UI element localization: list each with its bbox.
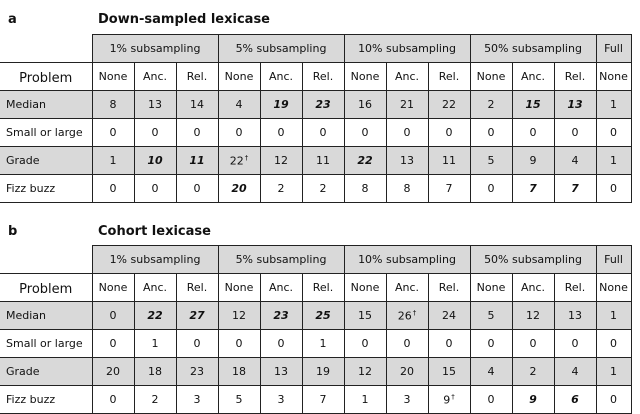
result-cell (92, 175, 134, 203)
result-cell (134, 91, 176, 119)
result-cell (512, 91, 554, 119)
result-cell (302, 91, 344, 119)
cell-value: 7 (529, 182, 537, 195)
cell-value: 12 (232, 309, 246, 322)
method-header: Anc. (260, 274, 302, 302)
result-cell (92, 147, 134, 175)
cell-value: 0 (445, 337, 453, 350)
result-cell (470, 147, 512, 175)
table-row (0, 91, 631, 119)
method-header: Rel. (554, 63, 596, 91)
method-header: Anc. (134, 63, 176, 91)
result-cell (428, 302, 470, 330)
result-cell (92, 330, 134, 358)
result-cell (470, 302, 512, 330)
method-header: None (470, 63, 512, 91)
cell-value: 7 (319, 393, 327, 406)
method-header: None (470, 274, 512, 302)
result-cell (386, 147, 428, 175)
result-cell (92, 119, 134, 147)
cell-value: 8 (361, 182, 369, 195)
cell-value: 5 (235, 393, 243, 406)
result-cell (386, 119, 428, 147)
result-cell (302, 386, 344, 414)
cell-value: 0 (361, 126, 369, 139)
group-header-row (0, 35, 631, 63)
cell-value: 23 (273, 309, 289, 322)
cell-value: 0 (403, 337, 411, 350)
cell-value: 13 (148, 98, 162, 111)
problem-header: Problem (0, 274, 92, 302)
result-cell (344, 175, 386, 203)
result-cell (596, 119, 631, 147)
group-header: 1% subsampling (92, 246, 218, 274)
result-cell (554, 147, 596, 175)
result-cell (596, 386, 631, 414)
cell-value: 11 (316, 154, 330, 167)
cell-value: 12 (358, 365, 372, 378)
cell-value: 0 (109, 337, 117, 350)
result-cell (596, 302, 631, 330)
cell-value: 0 (487, 393, 495, 406)
cell-value: 23 (315, 98, 331, 111)
cell-value: 10 (147, 154, 163, 167)
result-cell (470, 358, 512, 386)
result-cell (596, 330, 631, 358)
dagger-mark: † (412, 308, 417, 317)
cell-value: 19 (273, 98, 289, 111)
result-cell (470, 91, 512, 119)
cell-value: 24 (442, 309, 456, 322)
blank-corner (0, 35, 92, 63)
result-cell (176, 358, 218, 386)
result-cell (218, 302, 260, 330)
cell-value: 22 (229, 154, 244, 168)
cell-value: 4 (487, 365, 495, 378)
result-cell (176, 147, 218, 175)
cell-value: 22 (442, 98, 456, 111)
cell-value: 12 (526, 309, 540, 322)
blank-corner (0, 246, 92, 274)
cell-value: 0 (109, 126, 117, 139)
table-row (0, 302, 631, 330)
group-header: 50% subsampling (470, 35, 596, 63)
cell-value: 0 (361, 337, 369, 350)
result-cell (302, 147, 344, 175)
problem-label: Fizz buzz (0, 175, 92, 203)
cell-value: 3 (403, 393, 411, 406)
cell-value: 0 (151, 126, 159, 139)
cell-value: 0 (529, 126, 537, 139)
result-cell (260, 119, 302, 147)
result-cell (176, 386, 218, 414)
result-cell (428, 330, 470, 358)
result-cell (386, 91, 428, 119)
result-cell (134, 119, 176, 147)
result-cell (302, 302, 344, 330)
cell-value: 13 (274, 365, 288, 378)
cell-value: 1 (151, 337, 159, 350)
cell-value: 16 (358, 98, 372, 111)
cell-value: 20 (106, 365, 120, 378)
result-cell (428, 91, 470, 119)
method-header: None (218, 274, 260, 302)
method-header: Rel. (428, 274, 470, 302)
result-cell (512, 358, 554, 386)
result-cell (176, 175, 218, 203)
cell-value: 2 (487, 98, 495, 111)
result-cell (260, 330, 302, 358)
cell-value: 0 (193, 126, 201, 139)
result-cell (344, 91, 386, 119)
result-cell (176, 302, 218, 330)
result-cell (218, 147, 260, 175)
cell-value: 9 (443, 393, 451, 407)
result-cell (260, 175, 302, 203)
result-cell (554, 91, 596, 119)
result-cell (554, 119, 596, 147)
result-cell (596, 358, 631, 386)
method-header: Anc. (386, 274, 428, 302)
table-row (0, 386, 631, 414)
result-cell (512, 147, 554, 175)
result-cell (218, 330, 260, 358)
cohort-lexicase-table (0, 245, 632, 414)
cell-value: 3 (277, 393, 285, 406)
cell-value: 0 (571, 337, 579, 350)
method-header: None (596, 63, 631, 91)
cell-value: 5 (487, 309, 495, 322)
method-header: Anc. (512, 63, 554, 91)
method-header: Rel. (302, 63, 344, 91)
problem-label: Fizz buzz (0, 386, 92, 414)
cell-value: 12 (274, 154, 288, 167)
method-header: Anc. (134, 274, 176, 302)
result-cell (176, 91, 218, 119)
cell-value: 14 (190, 98, 204, 111)
result-cell (218, 175, 260, 203)
result-cell (92, 386, 134, 414)
problem-label: Grade (0, 147, 92, 175)
method-header: None (596, 274, 631, 302)
method-header: Anc. (512, 274, 554, 302)
result-cell (554, 175, 596, 203)
result-cell (134, 330, 176, 358)
result-cell (260, 91, 302, 119)
result-cell (92, 91, 134, 119)
result-cell (512, 386, 554, 414)
cell-value: 2 (151, 393, 159, 406)
cell-value: 13 (567, 98, 583, 111)
cell-value: 0 (109, 182, 117, 195)
cell-value: 0 (529, 337, 537, 350)
cell-value: 15 (442, 365, 456, 378)
cell-value: 0 (571, 126, 579, 139)
cell-value: 2 (529, 365, 537, 378)
method-header: None (92, 63, 134, 91)
cell-value: 0 (487, 126, 495, 139)
group-header: 10% subsampling (344, 246, 470, 274)
result-cell (428, 119, 470, 147)
result-cell (218, 119, 260, 147)
result-cell (260, 358, 302, 386)
panel-b-title: Cohort lexicase (98, 224, 211, 239)
cell-value: 4 (235, 98, 243, 111)
result-cell (218, 386, 260, 414)
result-cell (512, 330, 554, 358)
panel-b-letter: b (8, 224, 18, 239)
cell-value: 0 (109, 309, 117, 322)
cell-value: 9 (529, 154, 537, 167)
cell-value: 8 (403, 182, 411, 195)
method-header: None (92, 274, 134, 302)
result-cell (470, 386, 512, 414)
result-cell (596, 175, 631, 203)
result-cell (92, 358, 134, 386)
result-cell (92, 302, 134, 330)
result-cell (302, 175, 344, 203)
result-cell (260, 147, 302, 175)
result-cell (428, 386, 470, 414)
result-cell (386, 302, 428, 330)
cell-value: 2 (277, 182, 285, 195)
table-row (0, 147, 631, 175)
result-cell (344, 302, 386, 330)
cell-value: 0 (610, 337, 617, 350)
result-cell (386, 386, 428, 414)
problem-label: Median (0, 91, 92, 119)
result-cell (428, 147, 470, 175)
group-header: 10% subsampling (344, 35, 470, 63)
problem-label: Small or large (0, 119, 92, 147)
group-header-row (0, 246, 631, 274)
cell-value: 11 (442, 154, 456, 167)
cell-value: 1 (361, 393, 369, 406)
cell-value: 1 (319, 337, 327, 350)
cell-value: 22 (357, 154, 373, 167)
cell-value: 23 (190, 365, 204, 378)
cell-value: 0 (610, 393, 617, 406)
cell-value: 19 (316, 365, 330, 378)
result-cell (512, 119, 554, 147)
subheader-row (0, 63, 631, 91)
result-cell (134, 175, 176, 203)
result-cell (218, 91, 260, 119)
method-header: Rel. (176, 274, 218, 302)
cell-value: 1 (610, 365, 617, 378)
cell-value: 25 (315, 309, 331, 322)
cell-value: 0 (277, 126, 285, 139)
method-header: Anc. (260, 63, 302, 91)
problem-label: Grade (0, 358, 92, 386)
table-row (0, 175, 631, 203)
group-header: 50% subsampling (470, 246, 596, 274)
cell-value: 3 (193, 393, 201, 406)
subheader-row (0, 274, 631, 302)
table-row (0, 330, 631, 358)
result-cell (344, 330, 386, 358)
cell-value: 20 (400, 365, 414, 378)
cell-value: 9 (529, 393, 537, 406)
result-cell (134, 302, 176, 330)
cell-value: 1 (109, 154, 117, 167)
problem-label: Median (0, 302, 92, 330)
result-cell (554, 302, 596, 330)
cell-value: 0 (151, 182, 159, 195)
cell-value: 0 (487, 337, 495, 350)
cell-value: 4 (571, 154, 579, 167)
result-cell (470, 330, 512, 358)
cell-value: 7 (445, 182, 453, 195)
cell-value: 27 (189, 309, 205, 322)
problem-header: Problem (0, 63, 92, 91)
result-cell (344, 358, 386, 386)
cell-value: 13 (400, 154, 414, 167)
result-cell (470, 119, 512, 147)
result-cell (428, 175, 470, 203)
cell-value: 0 (277, 337, 285, 350)
result-cell (470, 175, 512, 203)
cell-value: 0 (193, 337, 201, 350)
group-header: 5% subsampling (218, 246, 344, 274)
cell-value: 0 (193, 182, 201, 195)
cell-value: 0 (235, 337, 243, 350)
method-header: None (344, 274, 386, 302)
result-cell (260, 386, 302, 414)
group-header: Full (596, 246, 631, 274)
result-cell (512, 175, 554, 203)
cell-value: 1 (610, 309, 617, 322)
table-row (0, 119, 631, 147)
cell-value: 0 (319, 126, 327, 139)
result-cell (134, 386, 176, 414)
group-header: 5% subsampling (218, 35, 344, 63)
cell-value: 22 (147, 309, 163, 322)
result-cell (302, 358, 344, 386)
cell-value: 0 (403, 126, 411, 139)
result-cell (596, 147, 631, 175)
cell-value: 13 (568, 309, 582, 322)
group-header: 1% subsampling (92, 35, 218, 63)
dagger-mark: † (451, 392, 455, 401)
method-header: None (218, 63, 260, 91)
method-header: None (344, 63, 386, 91)
result-cell (134, 358, 176, 386)
method-header: Rel. (176, 63, 218, 91)
cell-value: 7 (571, 182, 579, 195)
result-cell (260, 302, 302, 330)
cell-value: 1 (610, 154, 617, 167)
cell-value: 21 (400, 98, 414, 111)
cell-value: 0 (610, 126, 617, 139)
result-cell (302, 119, 344, 147)
result-cell (386, 330, 428, 358)
cell-value: 5 (487, 154, 495, 167)
cell-value: 15 (525, 98, 541, 111)
group-header: Full (596, 35, 631, 63)
result-cell (302, 330, 344, 358)
cell-value: 15 (358, 309, 372, 322)
cell-value: 0 (610, 182, 617, 195)
result-cell (512, 302, 554, 330)
cell-value: 20 (231, 182, 247, 195)
cell-value: 2 (319, 182, 327, 195)
result-cell (344, 386, 386, 414)
cell-value: 6 (571, 393, 579, 406)
cell-value: 0 (109, 393, 117, 406)
result-cell (386, 358, 428, 386)
cell-value: 8 (109, 98, 117, 111)
method-header: Rel. (554, 274, 596, 302)
down-sampled-lexicase-table (0, 34, 632, 203)
cell-value: 11 (189, 154, 205, 167)
panel-a-letter: a (8, 12, 17, 27)
cell-value: 18 (232, 365, 246, 378)
cell-value: 18 (148, 365, 162, 378)
result-cell (596, 91, 631, 119)
problem-label: Small or large (0, 330, 92, 358)
result-cell (554, 330, 596, 358)
method-header: Rel. (428, 63, 470, 91)
result-cell (344, 147, 386, 175)
result-cell (554, 386, 596, 414)
panel-a-title: Down-sampled lexicase (98, 12, 270, 27)
dagger-mark: † (244, 153, 249, 162)
result-cell (428, 358, 470, 386)
cell-value: 1 (610, 98, 617, 111)
cell-value: 26 (397, 309, 412, 323)
cell-value: 0 (235, 126, 243, 139)
result-cell (218, 358, 260, 386)
cell-value: 0 (487, 182, 495, 195)
table-row (0, 358, 631, 386)
method-header: Anc. (386, 63, 428, 91)
result-cell (386, 175, 428, 203)
result-cell (134, 147, 176, 175)
cell-value: 4 (571, 365, 579, 378)
result-cell (176, 119, 218, 147)
result-cell (554, 358, 596, 386)
cell-value: 0 (445, 126, 453, 139)
result-cell (176, 330, 218, 358)
method-header: Rel. (302, 274, 344, 302)
result-cell (344, 119, 386, 147)
